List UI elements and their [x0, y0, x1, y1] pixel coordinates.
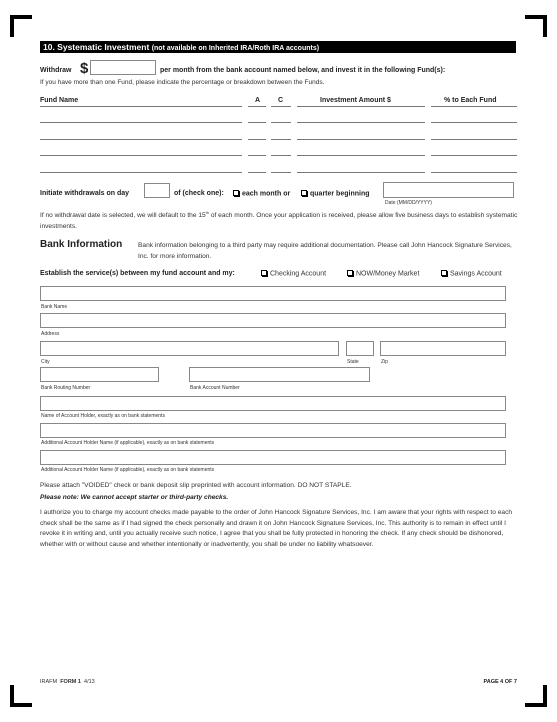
bank-name-input[interactable] — [40, 286, 506, 301]
address-input[interactable] — [40, 313, 506, 328]
checking-label: Checking Account — [270, 270, 327, 278]
dollar-sign: $ — [80, 60, 89, 77]
state-input[interactable] — [346, 341, 374, 356]
crop-mark-bottom-right — [525, 685, 547, 707]
option-each-month[interactable] — [233, 190, 290, 198]
savings-label: Savings Account — [450, 270, 502, 278]
withdraw-tail: per month from the bank account named below, and invest it in the following Fund(s): — [160, 67, 446, 74]
option-quarter[interactable] — [301, 190, 370, 198]
header-c: C — [278, 97, 284, 104]
fund-row-line[interactable] — [297, 155, 425, 156]
please-note: Please note: We cannot accept starter or third-party checks. — [40, 494, 229, 501]
default-date-note: If no withdrawal date is selected, we will default to the 15th of each month. Once your application is received, please allow five business days to establish systematic investments. — [40, 210, 518, 230]
crop-mark-bottom-left — [10, 685, 32, 707]
fund-row-line[interactable] — [40, 155, 242, 156]
section-header — [40, 41, 516, 53]
city-label: City — [41, 359, 50, 365]
header-fund-name: Fund Name — [40, 97, 79, 104]
zip-label: Zip — [381, 359, 388, 365]
fund-row-line[interactable] — [431, 139, 517, 140]
address-label: Address — [41, 331, 60, 337]
quarter-label: quarter beginning — [310, 190, 370, 198]
header-investment-amount: Investment Amount $ — [320, 97, 391, 104]
footer-form-id: IRAFM FORM 1 4/13 — [40, 679, 95, 685]
account-number-input[interactable] — [189, 367, 370, 382]
bank-intro: Bank information belonging to a third party may require additional documentation. Please call John Hancock Signature Services, Inc. for more information. — [138, 242, 512, 260]
withdraw-amount-input[interactable] — [90, 60, 156, 75]
fund-row-line[interactable] — [431, 122, 517, 123]
authorization-text: I authorize you to charge my account checks made payable to the order of John Hancock Signature Services, Inc. I am aware that your rights with respect to each check shall be the same as if I had signed the check personally and drawn it on John Hancock Signature Services, Inc. This authority is to remain in effect until I revoke it in writing and, until you actually receive such notice, I agree that you shall be fully protected in honoring the check. If any check should be dishonored, whether with or without cause and whether intentionally or inadvertently, you shall be under no liability whatsoever. — [40, 509, 513, 548]
quarter-checkbox[interactable] — [301, 190, 307, 196]
section-subtitle: (not available on Inherited IRA/Roth IRA accounts) — [151, 45, 320, 52]
account-holder-label: Name of Account Holder, exactly as on bank statements — [41, 413, 165, 419]
fund-row-line[interactable] — [40, 139, 242, 140]
fund-row-line — [40, 106, 242, 107]
fund-row-line[interactable] — [40, 122, 242, 123]
fund-row-line[interactable] — [431, 172, 517, 173]
each-month-checkbox[interactable] — [233, 190, 239, 196]
section-title: 10. Systematic Investment — [43, 42, 150, 52]
initiate-label: Initiate withdrawals on day — [40, 190, 130, 197]
header-a: A — [255, 97, 261, 104]
state-label: State — [347, 359, 359, 365]
bank-name-label: Bank Name — [41, 304, 68, 310]
additional-holder-2-input[interactable] — [40, 450, 506, 465]
fund-row-line — [297, 106, 425, 107]
fund-row-line[interactable] — [271, 172, 291, 173]
additional-holder-1-input[interactable] — [40, 423, 506, 438]
account-holder-input[interactable] — [40, 396, 506, 411]
zip-input[interactable] — [380, 341, 506, 356]
routing-number-input[interactable] — [40, 367, 159, 382]
fund-row-line[interactable] — [297, 172, 425, 173]
city-input[interactable] — [40, 341, 339, 356]
bank-heading: Bank Information — [40, 239, 123, 250]
option-savings[interactable] — [441, 270, 502, 278]
checking-checkbox[interactable] — [261, 270, 267, 276]
option-now-money-market[interactable] — [347, 270, 419, 278]
account-number-label: Bank Account Number — [190, 385, 240, 391]
option-checking[interactable] — [261, 270, 326, 278]
header-percent: % to Each Fund — [444, 97, 497, 104]
fund-row-line[interactable] — [248, 172, 266, 173]
crop-mark-top-right — [525, 15, 547, 37]
fund-row-line[interactable] — [297, 122, 425, 123]
fund-row-line[interactable] — [431, 155, 517, 156]
crop-mark-top-left — [10, 15, 32, 37]
footer-page-number: PAGE 4 OF 7 — [483, 679, 517, 685]
fund-row-line — [431, 106, 517, 107]
fund-row-line — [271, 106, 291, 107]
each-month-label: each month or — [242, 190, 291, 198]
withdrawal-day-input[interactable] — [144, 183, 170, 198]
additional-holder-1-label: Additional Account Holder Name (if applicable), exactly as on bank statements — [41, 440, 215, 446]
fund-row-line — [248, 106, 266, 107]
establish-label: Establish the service(s) between my fund account and my: — [40, 270, 235, 277]
fund-row-line[interactable] — [271, 155, 291, 156]
fund-row-line[interactable] — [248, 122, 266, 123]
fund-row-line[interactable] — [271, 122, 291, 123]
routing-number-label: Bank Routing Number — [41, 385, 91, 391]
fund-row-line[interactable] — [271, 139, 291, 140]
quarter-date-input[interactable] — [383, 182, 514, 198]
check-one-label: of (check one): — [174, 190, 224, 197]
attach-check-note: Please attach "VOIDED" check or bank deposit slip preprinted with account information. DO NOT STAPLE. — [40, 482, 352, 489]
additional-holder-2-label: Additional Account Holder Name (if applicable), exactly as on bank statements — [41, 467, 215, 473]
now-money-market-label: NOW/Money Market — [356, 270, 420, 278]
fund-row-line[interactable] — [248, 139, 266, 140]
fund-row-line[interactable] — [40, 172, 242, 173]
savings-checkbox[interactable] — [441, 270, 447, 276]
fund-row-line[interactable] — [248, 155, 266, 156]
now-money-market-checkbox[interactable] — [347, 270, 353, 276]
fund-row-line[interactable] — [297, 139, 425, 140]
withdraw-note: If you have more than one Fund, please indicate the percentage or breakdown between the Funds. — [40, 79, 325, 86]
withdraw-label: Withdraw — [40, 67, 72, 74]
date-caption: Date (MM/DD/YYYY) — [385, 200, 432, 206]
